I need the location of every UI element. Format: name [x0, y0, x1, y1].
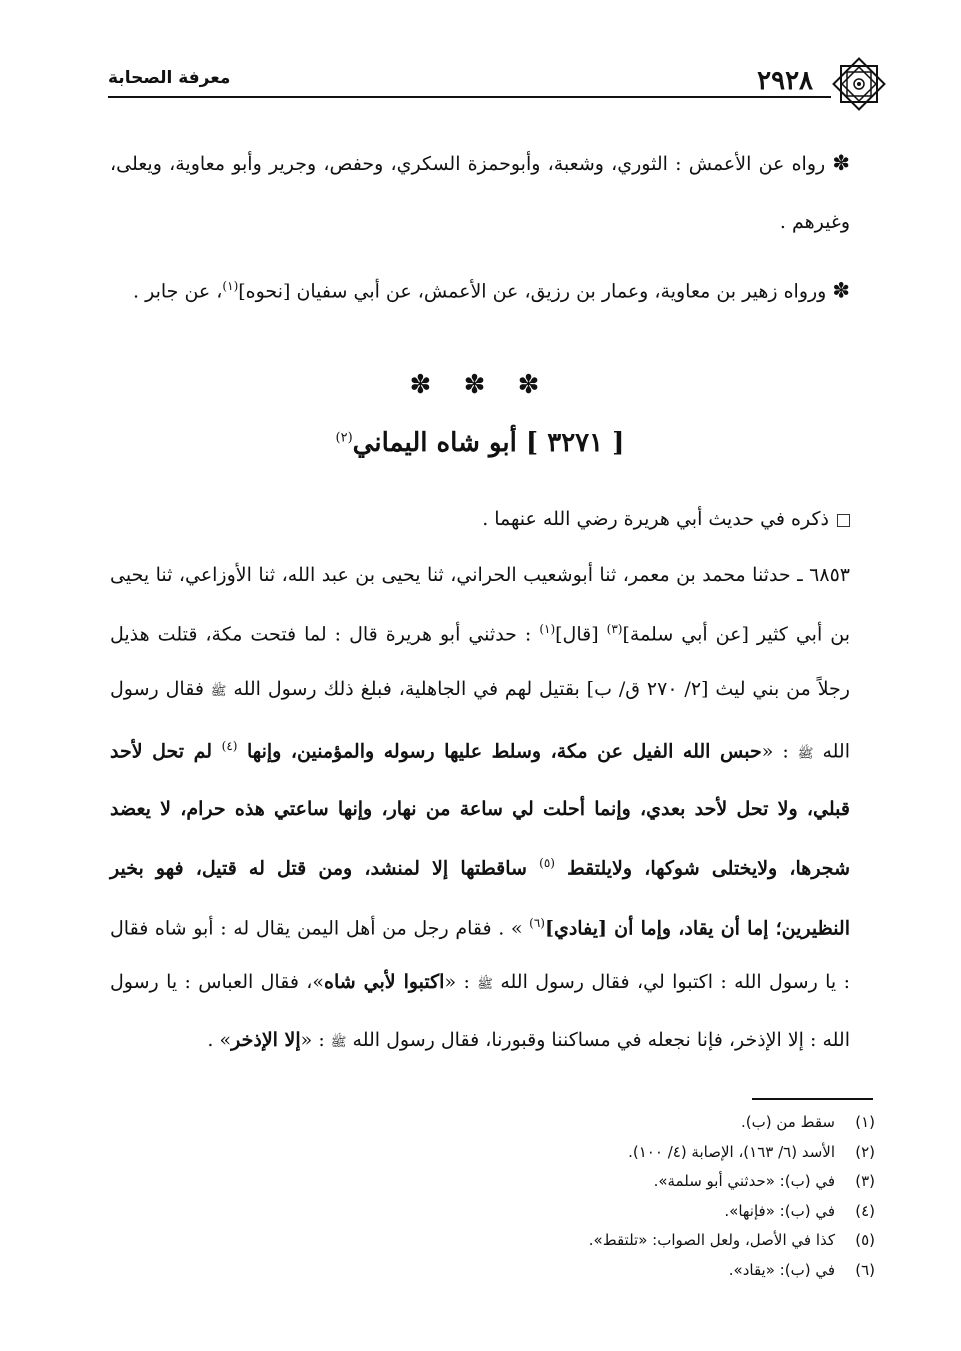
salutation-glyph: ﷺ	[330, 1034, 347, 1050]
footnote-rule	[752, 1098, 873, 1100]
narrative-text: » . فقام رجل من أهل اليمن يقال له : أبو شاه فقال : يا رسول الله : اكتبوا لي، فقال رسول الله	[110, 917, 850, 994]
paragraph-tail: ، عن جابر .	[133, 280, 223, 303]
footnote-number: (٥)	[855, 1231, 875, 1250]
prophetic-speech: ساقطتها إلا لمنشد، ومن قتل له قتيل، فهو بخير النظيرين؛ إما أن يقاد، وإما أن [يفادي]	[110, 857, 851, 940]
narrative-text: : «	[761, 740, 798, 763]
footnote-text: كذا في الأصل، ولعل الصواب: «تلتقط».	[588, 1231, 835, 1250]
footnote-ref: (٤)	[221, 739, 238, 754]
footnote-ref: (١)	[539, 622, 556, 637]
intro-paragraphs	[110, 134, 850, 320]
footnote-ref: (٣)	[606, 622, 623, 637]
footnote-number: (٤)	[855, 1201, 875, 1220]
paragraph-text: رواه عن الأعمش : الثوري، وشعبة، وأبوحمزة السكري، وحفص، وجرير وأبو معاوية، ويعلى، وغيرهم .	[110, 153, 850, 233]
header-rule	[108, 96, 831, 98]
entry-heading	[110, 428, 850, 458]
square-bullet-icon	[837, 514, 850, 527]
footnote-number: (٣)	[855, 1172, 875, 1191]
narrative-text: » .	[207, 1028, 232, 1051]
narrative-text: : «	[444, 971, 478, 994]
section-separator: ✽ ✽ ✽	[409, 370, 552, 400]
paragraph-text: ورواه زهير بن معاوية، وعمار بن رزيق، عن الأعمش، عن أبي سفيان [نحوه]	[238, 280, 827, 303]
salutation-glyph: ﷺ	[797, 746, 814, 762]
footnote-ref: (١)	[222, 279, 239, 293]
footnote-item	[300, 1108, 875, 1138]
footnote-text: في (ب): «فإنها».	[724, 1201, 835, 1220]
salutation-glyph: ﷺ	[210, 683, 227, 699]
prophetic-speech: إلا الإذخر	[231, 1028, 301, 1051]
narrative-text: »، فقال العباس : يا رسول الله : إلا الإذخر، فإنا نجعله في مساكننا وقبورنا، فقال رسول الله	[110, 971, 850, 1051]
footnote-item	[300, 1167, 875, 1197]
asterisk-bullet-icon: ✽	[832, 278, 850, 303]
narrative-text: : «	[300, 1028, 331, 1051]
narrative-text: فقال رسول الله	[110, 677, 850, 763]
footnote-number: (١)	[855, 1113, 875, 1131]
paragraph-other-narration	[110, 257, 850, 320]
prophetic-speech: اكتبوا لأبي شاه	[324, 971, 445, 994]
footnote-ref: (٢)	[335, 430, 353, 446]
octagram-ornament-icon	[829, 54, 889, 114]
footnote-item	[300, 1256, 875, 1286]
prophetic-speech: حبس الله الفيل عن مكة، وسلط عليها رسوله والمؤمنين، وإنها	[237, 740, 762, 763]
mention-text: ذكره في حديث أبي هريرة رضي الله عنهما .	[482, 508, 829, 530]
entry-mention	[110, 496, 850, 542]
hadith-text	[110, 548, 850, 1070]
footnote-text: سقط من (ب).	[741, 1113, 835, 1131]
footnote-number: (٦)	[855, 1260, 875, 1279]
prophetic-speech: لم تحل لأحد قبلي، ولا تحل لأحد بعدي، وإنما أحلت لي ساعة من نهار، وإنها ساعتي هذه حرام، لا يعضد شجرها، ولايختلى شوكها، ولايلتقط	[110, 740, 850, 880]
page-header	[108, 54, 889, 114]
narrative-text: : حدثني أبو هريرة قال : لما فتحت مكة، قتلت هذيل رجلاً من بني ليث [٢/ ٢٧٠ ق/ ب] بقتيل لهم في الجاهلية، فبلغ ذلك رسول الله	[110, 623, 850, 700]
paragraph-narrators	[110, 134, 850, 251]
salutation-glyph: ﷺ	[477, 977, 493, 993]
entry-title: [ ٣٢٧١ ] أبو شاه اليماني	[352, 428, 625, 458]
footnote-number: (٢)	[855, 1142, 875, 1161]
footnote-item	[300, 1197, 875, 1227]
book-title: معرفة الصحابة	[108, 68, 231, 88]
footnote-item	[300, 1138, 875, 1168]
isnad-text: [قال]	[555, 623, 607, 646]
page-number: ٢٩٢٨	[757, 66, 813, 96]
hadith-block	[110, 548, 850, 1070]
asterisk-bullet-icon: ✽	[832, 151, 850, 175]
footnote-item	[300, 1226, 875, 1256]
isnad-text: ٦٨٥٣ ـ حدثنا محمد بن معمر، ثنا أبوشعيب الحراني، ثنا يحيى بن عبد الله، ثنا الأوزاعي، ثنا يحيى بن أبي كثير [عن أبي سلمة]	[110, 564, 850, 646]
footnotes-list	[300, 1108, 875, 1286]
footnote-ref: (٥)	[539, 856, 555, 871]
footnote-ref: (٦)	[529, 915, 545, 930]
footnote-text: في (ب): «يقاد».	[728, 1260, 835, 1279]
footnote-text: في (ب): «حدثني أبو سلمة».	[653, 1172, 835, 1191]
footnote-text: الأسد (٦/ ١٦٣)، الإصابة (٤/ ١٠٠).	[628, 1142, 835, 1161]
